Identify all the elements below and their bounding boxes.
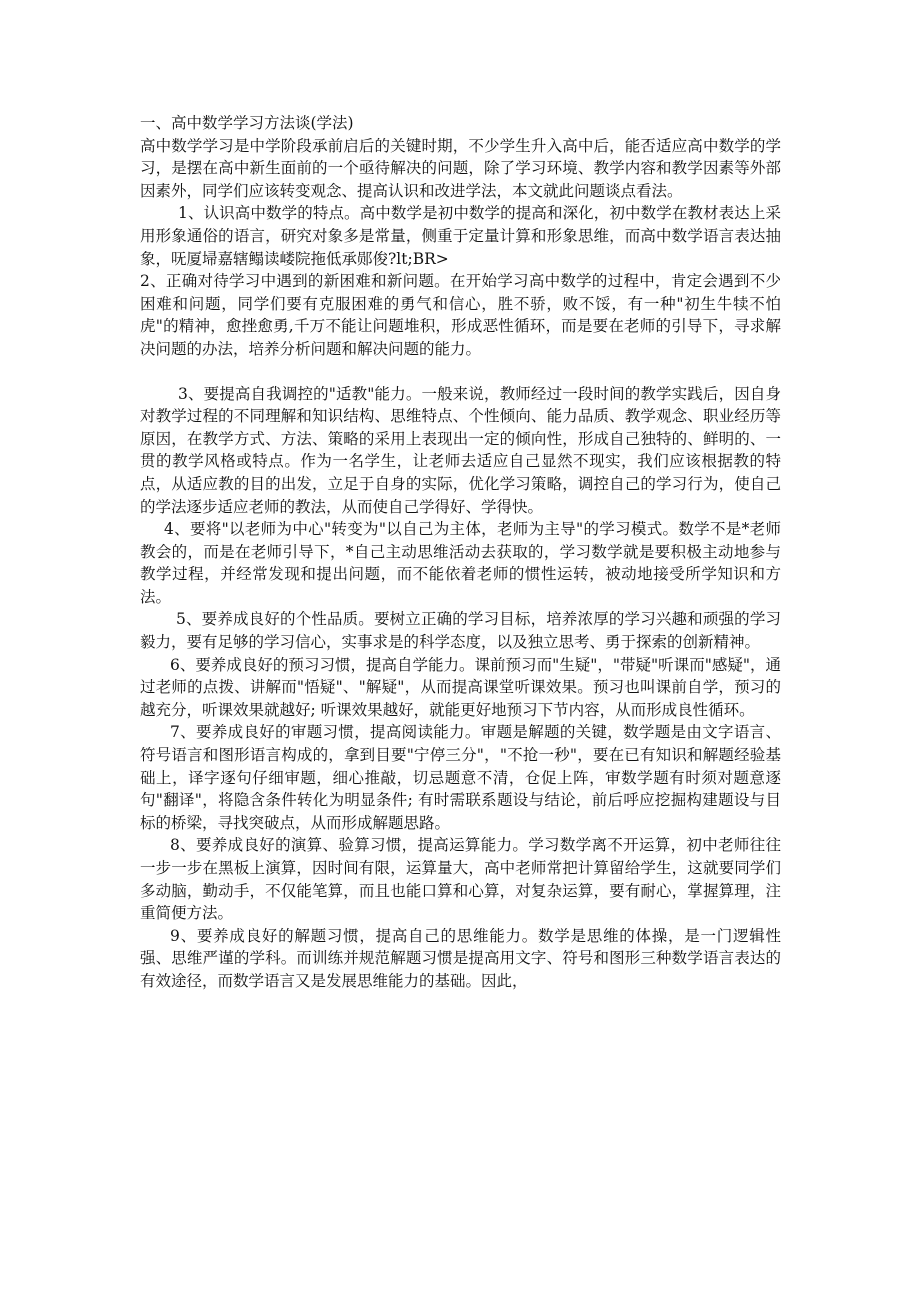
paragraph-4: 4、要将"以老师为中心"转变为"以自己为主体，老师为主导"的学习模式。数学不是*老师教会的，而是在老师引导下，*自己主动思维活动去获取的，学习数学就是要积极主动地参与教学过程，并经常发现和提出问题，而不能依着老师的惯性运转，被动地接受所学知识和方法。 [140, 520, 781, 606]
paragraph-1: 1、认识高中数学的特点。高中数学是初中数学的提高和深化，初中数学在教材表达上采用形象通俗的语言，研究对象多是常量，侧重于定量计算和形象思维，而高中数学语言表达抽象，呒厦埽嘉辖鳎读嵝院拖低承郧俊?lt;BR> [140, 204, 781, 268]
document-title: 一、高中数学学习方法谈(学法) [140, 114, 354, 132]
paragraph-7: 7、要养成良好的审题习惯，提高阅读能力。审题是解题的关键，数学题是由文字语言、符号语言和图形语言构成的，拿到目要"宁停三分"，"不抢一秒"，要在已有知识和解题经验基础上，译字逐句仔细审题，细心推敲，切忌题意不清，仓促上阵，审数学题有时须对题意逐句"翻译"，将隐含条件转化为明显条件; 有时需联系题设与结论，前后呼应挖掘构建题设与目标的桥梁，寻找突破点，从而形成解题思路。 [140, 723, 781, 832]
paragraph-8: 8、要养成良好的演算、验算习惯，提高运算能力。学习数学离不开运算，初中老师往往一步一步在黑板上演算，因时间有限，运算量大，高中老师常把计算留给学生，这就要同学们多动脑，勤动手，不仅能笔算，而且也能口算和心算，对复杂运算，要有耐心，掌握算理，注重简便方法。 [140, 836, 781, 923]
document-body [140, 112, 781, 993]
paragraph-3: 3、要提高自我调控的"适教"能力。一般来说，教师经过一段时间的教学实践后，因自身对教学过程的不同理解和知识结构、思维特点、个性倾向、能力品质、教学观念、职业经历等原因，在教学方式、方法、策略的采用上表现出一定的倾向性，形成自己独特的、鲜明的、一贯的教学风格或特点。作为一名学生，让老师去适应自己显然不现实，我们应该根据教的特点，从适应教的目的出发，立足于自身的实际，优化学习策略，调控自己的学习行为，使自己的学法逐步适应老师的教法，从而使自己学得好、学得快。 [140, 384, 781, 516]
intro-paragraph: 高中数学学习是中学阶段承前启后的关键时期，不少学生升入高中后，能否适应高中数学的学习，是摆在高中新生面前的一个亟待解决的问题，除了学习环境、教学内容和教学因素等外部因素外，同学们应该转变观念、提高认识和改进学法，本文就此问题谈点看法。 [140, 136, 781, 200]
blank-line [140, 361, 781, 383]
paragraph-2: 2、正确对待学习中遇到的新困难和新问题。在开始学习高中数学的过程中，肯定会遇到不少困难和问题，同学们要有克服困难的勇气和信心，胜不骄，败不馁，有一种"初生牛犊不怕虎"的精神，愈挫愈勇,千万不能让问题堆积，形成恶性循环，而是要在老师的引导下，寻求解决问题的办法，培养分析问题和解决问题的能力。 [140, 272, 781, 358]
paragraph-6: 6、要养成良好的预习习惯，提高自学能力。课前预习而"生疑"，"带疑"听课而"感疑"，通过老师的点拨、讲解而"悟疑"、"解疑"，从而提高课堂听课效果。预习也叫课前自学，预习的越充分，听课效果就越好; 听课效果越好，就能更好地预习下节内容，从而形成良性循环。 [140, 655, 781, 719]
paragraph-9: 9、要养成良好的解题习惯，提高自己的思维能力。数学是思维的体操，是一门逻辑性强、思维严谨的学科。而训练并规范解题习惯是提高用文字、符号和图形三种数学语言表达的有效途径，而数学语言又是发展思维能力的基础。因此， [140, 926, 781, 990]
paragraph-5: 5、要养成良好的个性品质。要树立正确的学习目标，培养浓厚的学习兴趣和顽强的学习毅力，要有足够的学习信心，实事求是的科学态度，以及独立思考、勇于探索的创新精神。 [140, 610, 781, 652]
